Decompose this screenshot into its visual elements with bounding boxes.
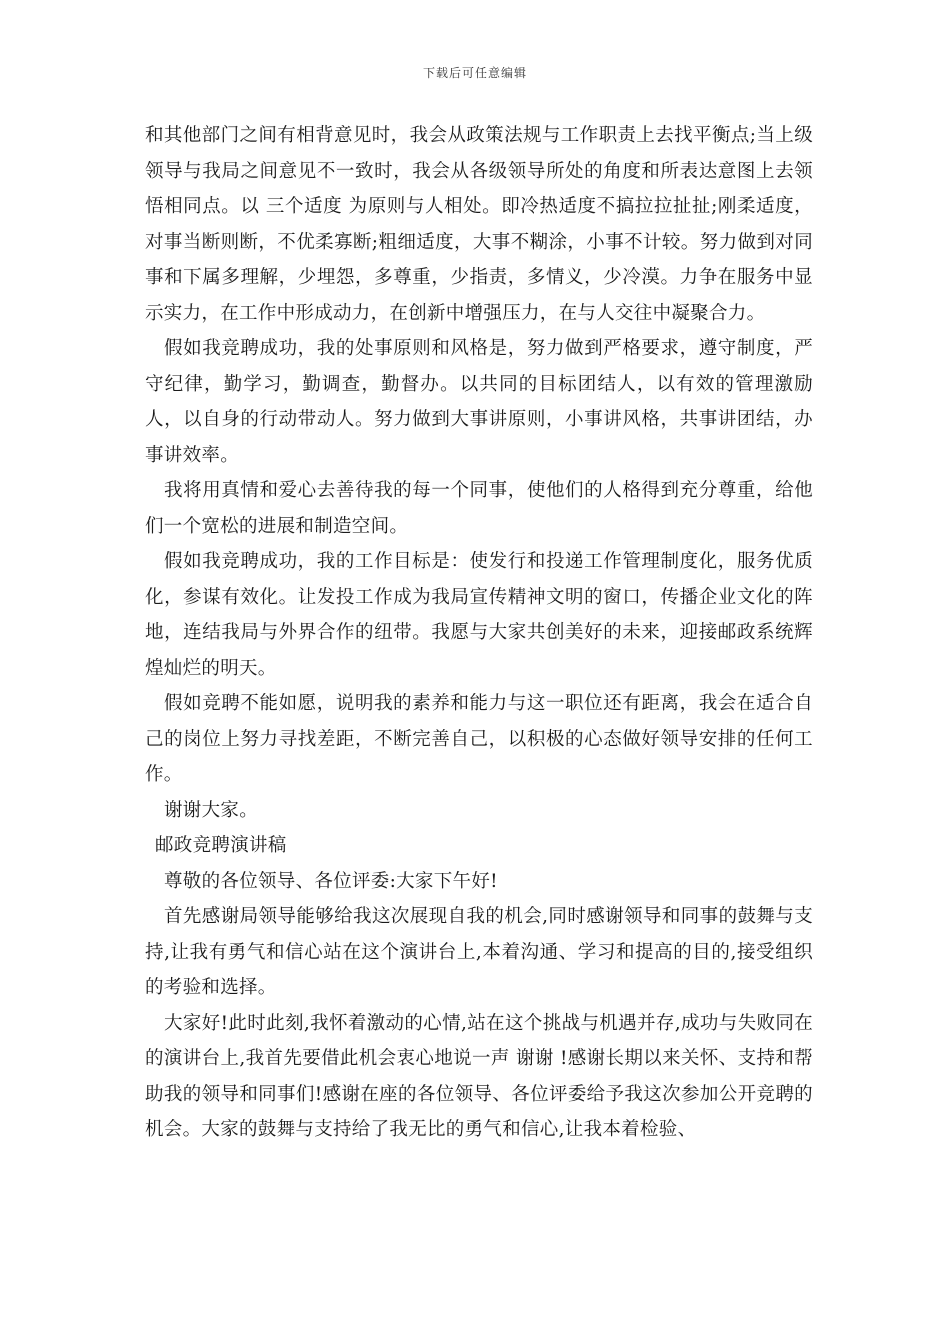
paragraph-goals: 假如我竞聘成功，我的工作目标是：使发行和投递工作管理制度化，服务优质化，参谋有效化。让发投工作成为我局宣传精神文明的窗口，传播企业文化的阵地，连结我局与外界合作的纽带。我愿与大家共创美好的未来，迎接邮政系统辉煌灿烂的明天。 — [145, 551, 813, 679]
paragraph-colleagues: 我将用真情和爱心去善待我的每一个同事，使他们的人格得到充分尊重，给他们一个宽松的进展和制造空间。 — [145, 480, 813, 537]
paragraph-principles: 假如我竞聘成功，我的处事原则和风格是，努力做到严格要求，遵守制度，严守纪律，勤学习，勤调查，勤督办。以共同的目标团结人，以有效的管理激励人，以自身的行动带动人。努力做到大事讲原则，小事讲风格，共事讲团结，办事讲效率。 — [145, 338, 813, 466]
paragraph-greeting: 尊敬的各位领导、各位评委:大家下午好! — [164, 870, 498, 892]
paragraph-gratitude: 首先感谢局领导能够给我这次展现自我的机会,同时感谢领导和同事的鼓舞与支持,让我有勇气和信心站在这个演讲台上,本着沟通、学习和提高的目的,接受组织的考验和选择。 — [145, 906, 813, 998]
paragraph-continuation: 和其他部门之间有相背意见时，我会从政策法规与工作职责上去找平衡点;当上级领导与我局之间意见不一致时，我会从各级领导所处的角度和所表达意图上去领悟相同点。以 三个适度 为原则与人相处。即冷热适度不搞拉拉扯扯;刚柔适度，对事当断则断，不优柔寡断;粗细适度，大事不糊涂，小事不计较。努力做到对同事和下属多理解，少埋怨，多尊重，少指责，多情义，少冷漠。力争在服务中显示实力，在工作中形成动力，在创新中增强压力，在与人交往中凝聚合力。 — [145, 125, 813, 324]
paragraph-opening: 大家好!此时此刻,我怀着激动的心情,站在这个挑战与机遇并存,成功与失败同在的演讲台上,我首先要借此机会衷心地说一声 谢谢 !感谢长期以来关怀、支持和帮助我的领导和同事们!感谢在座的各位领导、各位评委给予我这次参加公开竞聘的机会。大家的鼓舞与支持给了我无比的勇气和信心,让我本着检验、 — [145, 1012, 813, 1140]
speech-title: 邮政竞聘演讲稿 — [155, 835, 287, 856]
paragraph-if-not-successful: 假如竞聘不能如愿，说明我的素养和能力与这一职位还有距离，我会在适合自己的岗位上努力寻找差距，不断完善自己，以积极的心态做好领导安排的任何工作。 — [145, 693, 813, 785]
document-body — [145, 118, 813, 1148]
paragraph-thanks: 谢谢大家。 — [164, 799, 259, 821]
page-header: 下载后可任意编辑 — [422, 66, 527, 80]
